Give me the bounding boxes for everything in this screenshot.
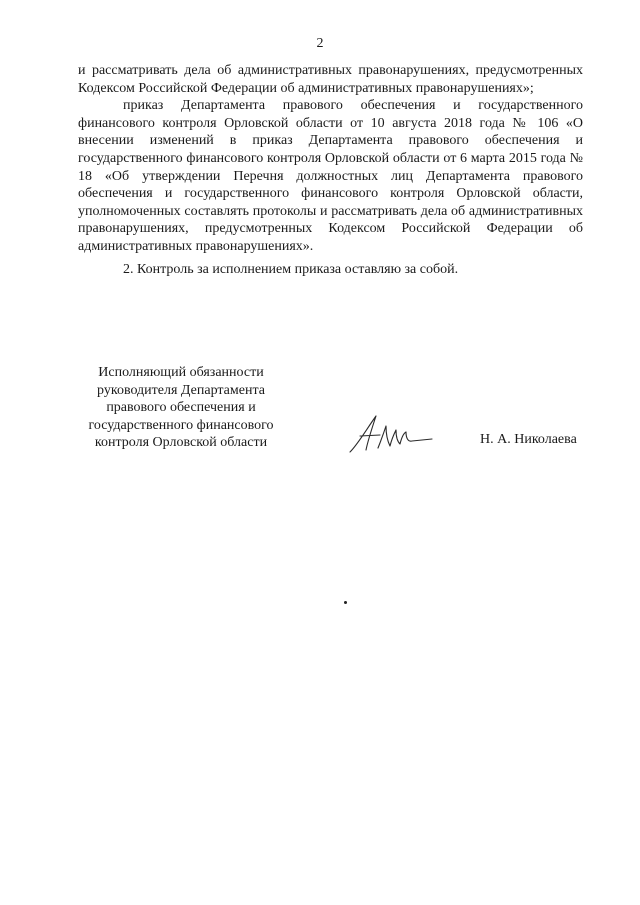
paragraph-control-clause: 2. Контроль за исполнением приказа оставляю за собой.	[123, 261, 459, 277]
paragraph-continuation: и рассматривать дела об административных правонарушениях, предусмотренных Кодексом Российской Федерации об административных правонарушениях»;	[78, 63, 583, 96]
position-line: Исполняющий обязанности	[98, 365, 264, 380]
scan-speck	[344, 601, 347, 604]
position-line: правового обеспечения и	[106, 400, 256, 416]
paragraph-order-reference: приказ Департамента правового обеспечения и государственного финансового контроля Орловской области от 10 августа 2018 года № 106 «О внесении изменений в приказ Департамента правового обеспечения и государственного финансового контроля Орловской области от 6 марта 2015 года № 18 «Об утверждении Перечня должностных лиц Департамента правового обеспечения и государственного финансового контроля Орловской области, уполномоченных составлять протоколы и рассматривать дела об административных правонарушениях, предусмотренных Кодексом Российской Федерации об административных правонарушениях».	[78, 98, 583, 254]
handwritten-signature	[346, 408, 436, 458]
signatory-position	[76, 364, 286, 452]
page-number: 2	[316, 36, 324, 51]
signer-name: Н. А. Николаева	[480, 432, 577, 447]
document-body	[78, 62, 583, 278]
position-line: руководителя Департамента	[97, 382, 265, 398]
position-line: государственного финансового	[88, 417, 274, 433]
position-line: контроля Орловской области	[94, 435, 268, 451]
